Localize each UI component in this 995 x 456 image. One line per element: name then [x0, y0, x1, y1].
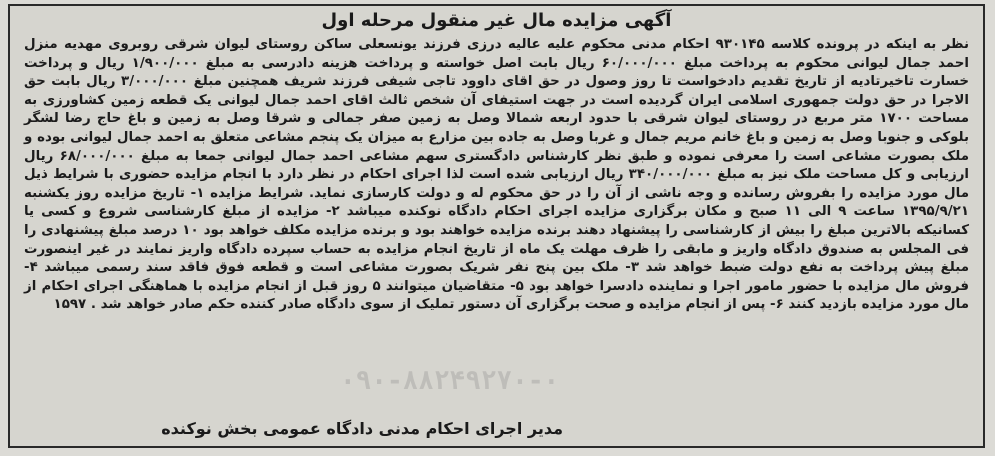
- notice-signature: مدیر اجرای احکام مدنی دادگاه عمومی بخش نوکنده: [161, 419, 563, 438]
- notice-body: نظر به اینکه در پرونده کلاسه ۹۳۰۱۴۵ احکام مدنی محکوم علیه عالیه درزی فرزند یونسعلی ساکن روستای لیوان شرقی روبروی مهدیه منزل احمد جمال لیوانی محکوم به پرداخت مبلغ ۶۰/۰۰۰/۰۰۰ ریال بابت اصل خواسته و پرداخت هزینه دادرسی به مبلغ ۱/۹۰۰/۰۰۰ ریال و پرداخت خسارت تاخیرتادیه از تاریخ تقدیم دادخواست تا روز وصول در حق اقای داوود تاجی شیفی فرزند شریف همچنین مبلغ ۳/۰۰۰/۰۰۰ ریال بابت حق الاجرا در حق دولت جمهوری اسلامی ایران گردیده است در جهت استیفای آن شخص ثالث اقای احمد جمال لیوانی یک قطعه زمین کشاورزی به مساحت ۱۷۰۰ متر مربع در روستای لیوان شرقی با حدود اربعه شمالا وصل به زمین صفر جمالی و شرقا وصل به زمین و باغ حاج رضا لشگر بلوکی و جنوبا وصل به زمین و باغ خانم مریم جمال و غربا وصل به جاده بین مزارع به میزان یک پنجم مشاعی متعلق به احمد جمال لیوانی بوده و ملک بصورت مشاعی است را معرفی نموده و طبق نظر کارشناس دادگستری سهم مشاعی احمد جمال لیوانی جمعا به مبلغ ۶۸/۰۰۰/۰۰۰ ریال ارزیابی و کل مساحت ملک نیز به مبلغ ۳۴۰/۰۰۰/۰۰۰ ریال ارزیابی شده است لذا اجرای احکام در نظر دارد با انجام مزایده حضوری با شرایط ذیل مال مورد مزایده را بفروش رسانده و وجه ناشی از آن را در حق محکوم له و دولت کارسازی نماید. شرایط مزایده ۱- تاریخ مزایده روز یکشنبه ۱۳۹۵/۹/۲۱ ساعت ۹ الی ۱۱ صبح و مکان برگزاری مزایده اجرای احکام دادگاه نوکنده میباشد ۲- مزایده از مبلغ کارشناسی شروع و کسی یا کسانیکه بالاترین مبلغ را بیش از کارشناسی را پیشنهاد دهند برنده مزایده خواهند بود و برنده مزایده مکلف خواهد بود ۱۰ درصد مبلغ پیشنهادی را فی المجلس به صندوق دادگاه واریز و مابقی را ظرف مهلت یک ماه از تاریخ انجام مزایده به حساب سپرده دادگاه واریز نمایند در غیر اینصورت مبلغ پیش پرداخت به نفع دولت ضبط خواهد شد ۳- ملک بین پنج نفر شریک بصورت مشاعی است و قطعه فوق فاقد سند رسمی میباشد ۴- فروش مال مزایده با حضور مامور اجرا و نماینده دادسرا خواهد بود ۵- متقاضیان میتوانند ۵ روز قبل از انجام مزایده با هماهنگی اجرای احکام از مال مورد مزایده بازدید کنند ۶- پس از انجام مزایده و صحت برگزاری آن دستور تملیک از سوی دادگاه صادر کننده حکم صادر خواهد شد . ۱۵۹۷: [24, 37, 970, 313]
- notice-box: [8, 4, 985, 448]
- notice-title: آگهی مزایده مال غیر منقول مرحله اول: [321, 10, 672, 31]
- phone-watermark: ۰۹۰-۸۸۲۴۹۲۷۰-۰: [340, 366, 560, 396]
